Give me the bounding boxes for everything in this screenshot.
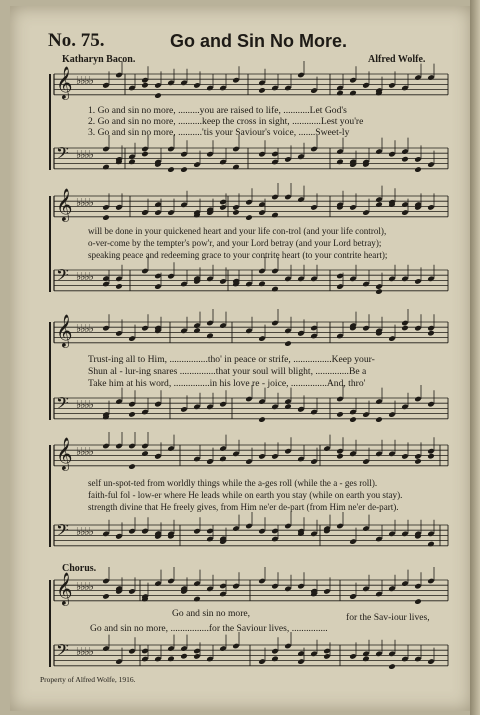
notehead	[375, 201, 383, 208]
key-signature-flats: ♭♭♭♭	[76, 322, 93, 335]
lyric-verse-1: will be done in your quickened heart and your life con-trol (and your life control),	[88, 226, 387, 236]
notehead	[180, 653, 188, 660]
notehead	[232, 209, 240, 216]
treble-clef: 𝄞	[56, 572, 73, 605]
notehead	[193, 596, 201, 603]
notehead	[336, 159, 344, 166]
notehead	[167, 166, 175, 173]
key-signature-flats: ♭♭♭♭	[76, 196, 93, 209]
chorus-lyric-upper-right: for the Sav-iour lives,	[346, 612, 430, 623]
notehead	[336, 411, 344, 418]
key-signature-flats: ♭♭♭♭	[76, 74, 93, 87]
notehead	[141, 450, 149, 457]
lyric-verse-2: o-ver-come by the tempter's pow'r, and your Lord betray (and your Lord betray);	[88, 238, 382, 248]
bass-clef: 𝄢	[56, 143, 69, 167]
lyric-verse-3: strength divine that He freely gives, from Him ne'er de-part (from Him ne'er de-part).	[88, 502, 399, 512]
notehead	[180, 166, 188, 173]
key-signature-flats: ♭♭♭♭	[76, 270, 93, 283]
bass-clef: 𝄢	[56, 520, 69, 544]
notehead	[375, 288, 383, 295]
notehead	[245, 214, 253, 221]
lyric-verse-3: 3. Go and sin no more, ..........'tis your Saviour's voice, .......Sweet-ly	[88, 127, 350, 138]
hymn-title: Go and Sin No More.	[170, 31, 348, 51]
lyric-verse-1: 1. Go and sin no more, .........you are raised to life, ...........Let God's	[88, 105, 347, 116]
notehead	[141, 151, 149, 158]
notehead	[271, 656, 279, 663]
notehead	[375, 416, 383, 423]
key-signature-flats: ♭♭♭♭	[76, 525, 93, 538]
notehead	[141, 82, 149, 89]
lyric-verse-2: 2. Go and sin no more, ..........keep the cross in sight, ............Lest you're	[88, 116, 364, 127]
key-signature-flats: ♭♭♭♭	[76, 445, 93, 458]
notehead	[271, 286, 279, 293]
treble-clef: 𝄞	[56, 437, 73, 470]
lyricist-credit: Katharyn Bacon.	[62, 54, 136, 65]
bass-clef: 𝄢	[56, 265, 69, 289]
notehead	[336, 90, 344, 97]
notehead	[388, 663, 396, 670]
notehead	[102, 214, 110, 221]
notehead	[427, 453, 435, 460]
bass-clef: 𝄢	[56, 393, 69, 417]
notehead	[414, 166, 422, 173]
notehead	[401, 325, 409, 332]
lyric-verse-3: Take him at his word, ...............in his love re - joice, ...............And, thro'	[88, 378, 366, 389]
chorus-lyric-upper: Go and sin no more,	[172, 608, 251, 619]
notehead	[102, 593, 110, 600]
notehead	[258, 87, 266, 94]
notehead	[219, 456, 227, 463]
composer-credit: Alfred Wolfe.	[368, 54, 426, 65]
notehead	[427, 330, 435, 337]
notehead	[232, 164, 240, 171]
notehead	[414, 598, 422, 605]
treble-clef: 𝄞	[56, 188, 73, 221]
key-signature-flats: ♭♭♭♭	[76, 580, 93, 593]
key-signature-flats: ♭♭♭♭	[76, 645, 93, 658]
notehead	[336, 453, 344, 460]
lyric-verse-1: Trust-ing all to Him, ................tho' in peace or strife, ................Keep your-	[88, 354, 375, 365]
notehead	[102, 164, 110, 171]
notehead	[154, 92, 162, 99]
notehead	[128, 159, 136, 166]
notehead	[401, 156, 409, 163]
key-signature-flats: ♭♭♭♭	[76, 398, 93, 411]
notehead	[193, 327, 201, 334]
notehead	[414, 458, 422, 465]
chorus-lyric-lower: Go and sin no more, ................for the Saviour lives, ...............	[90, 623, 328, 634]
lyric-verse-2: faith-ful fol - low-er where He leads while on earth you stay (while on earth you stay).	[88, 490, 403, 500]
chorus-label: Chorus.	[62, 563, 97, 574]
lyric-verse-3: speaking peace and redeeming grace to your contrite heart (to your contrite heart);	[88, 250, 388, 260]
notehead	[167, 656, 175, 663]
lyric-verse-1: self un-spot-ted from worldly things while the a-ges roll (while the a - ges roll).	[88, 478, 378, 488]
notehead	[271, 212, 279, 219]
notehead	[115, 283, 123, 290]
notehead	[128, 463, 136, 470]
notehead	[258, 416, 266, 423]
notehead	[349, 90, 357, 97]
notehead	[284, 403, 292, 410]
treble-clef: 𝄞	[56, 66, 73, 99]
key-signature-flats: ♭♭♭♭	[76, 148, 93, 161]
notehead	[427, 541, 435, 548]
notehead	[362, 656, 370, 663]
notehead	[284, 340, 292, 347]
notehead	[258, 281, 266, 288]
copyright-footer: Property of Alfred Wolfe, 1916.	[40, 675, 136, 684]
treble-clef: 𝄞	[56, 314, 73, 347]
hymn-number: No. 75.	[48, 30, 105, 51]
notehead	[349, 416, 357, 423]
notehead	[206, 333, 214, 340]
lyric-verse-2: Shun al - lur-ing snares ...............that your soul will blight, ..............Be a	[88, 366, 367, 377]
notehead	[128, 411, 136, 418]
bass-clef: 𝄢	[56, 640, 69, 664]
